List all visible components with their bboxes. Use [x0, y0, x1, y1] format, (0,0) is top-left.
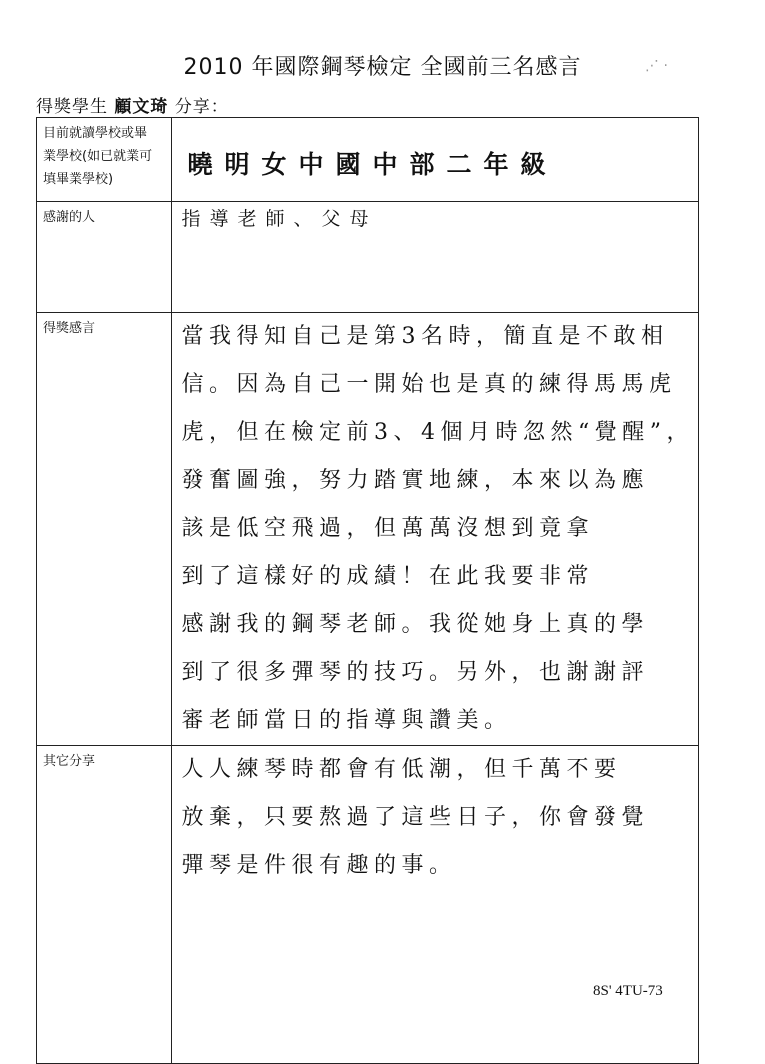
row-speech [37, 313, 699, 746]
speech-label: 得獎感言 [37, 313, 172, 746]
student-line [36, 92, 229, 117]
speech-value-cell [171, 313, 699, 746]
speech-line: 審老師當日的指導與讚美。 [181, 708, 512, 733]
speech-line: 發奮圖強，努力踏實地練，本來以為應 [181, 468, 650, 493]
share-label: 分享： [174, 97, 229, 117]
speech-line: 當我得知自己是第3名時，簡直是不敢相 [181, 324, 669, 349]
speech-line: 虎，但在檢定前3、4個月時忽然“覺醒”， [181, 420, 694, 445]
student-name: 顧文琦 [114, 97, 169, 117]
student-label: 得獎學生 [36, 97, 108, 117]
thanks-label: 感謝的人 [37, 202, 172, 313]
thanks-value-cell [171, 202, 699, 313]
speech-line: 信。因為自己一開始也是真的練得馬馬虎 [181, 372, 677, 397]
row-thanks [37, 202, 699, 313]
award-form-table [36, 117, 699, 1064]
other-line: 放棄，只要熬過了這些日子，你會發覺 [181, 805, 650, 830]
document-code: 8S' 4TU-73 [593, 983, 663, 999]
other-text [172, 746, 699, 890]
scan-speck: ⋰ · [645, 58, 668, 74]
other-line: 彈琴是件很有趣的事。 [181, 853, 457, 878]
other-value-cell [171, 746, 699, 1064]
speech-line: 到了這樣好的成績！在此我要非常 [181, 564, 595, 589]
document-title: 2010 年國際鋼琴檢定 全國前三名感言 [183, 55, 582, 80]
school-value-cell [171, 118, 699, 202]
thanks-value: 指導老師、父母 [181, 208, 378, 230]
speech-line: 該是低空飛過，但萬萬沒想到竟拿 [181, 516, 595, 541]
speech-line: 感謝我的鋼琴老師。我從她身上真的學 [181, 612, 650, 637]
other-line: 人人練琴時都會有低潮，但千萬不要 [181, 757, 622, 782]
school-label-line: 目前就讀學校或畢 [43, 126, 148, 141]
speech-text [172, 313, 699, 745]
other-label: 其它分享 [37, 746, 172, 1064]
row-school [37, 118, 699, 202]
school-label [37, 118, 172, 202]
school-label-line: 填畢業學校) [43, 172, 114, 187]
speech-line: 到了很多彈琴的技巧。另外，也謝謝評 [181, 660, 650, 685]
row-other [37, 746, 699, 1064]
school-value: 曉明女中國中部二年級 [187, 150, 558, 179]
school-label-line: 業學校(如已就業可 [43, 149, 153, 164]
